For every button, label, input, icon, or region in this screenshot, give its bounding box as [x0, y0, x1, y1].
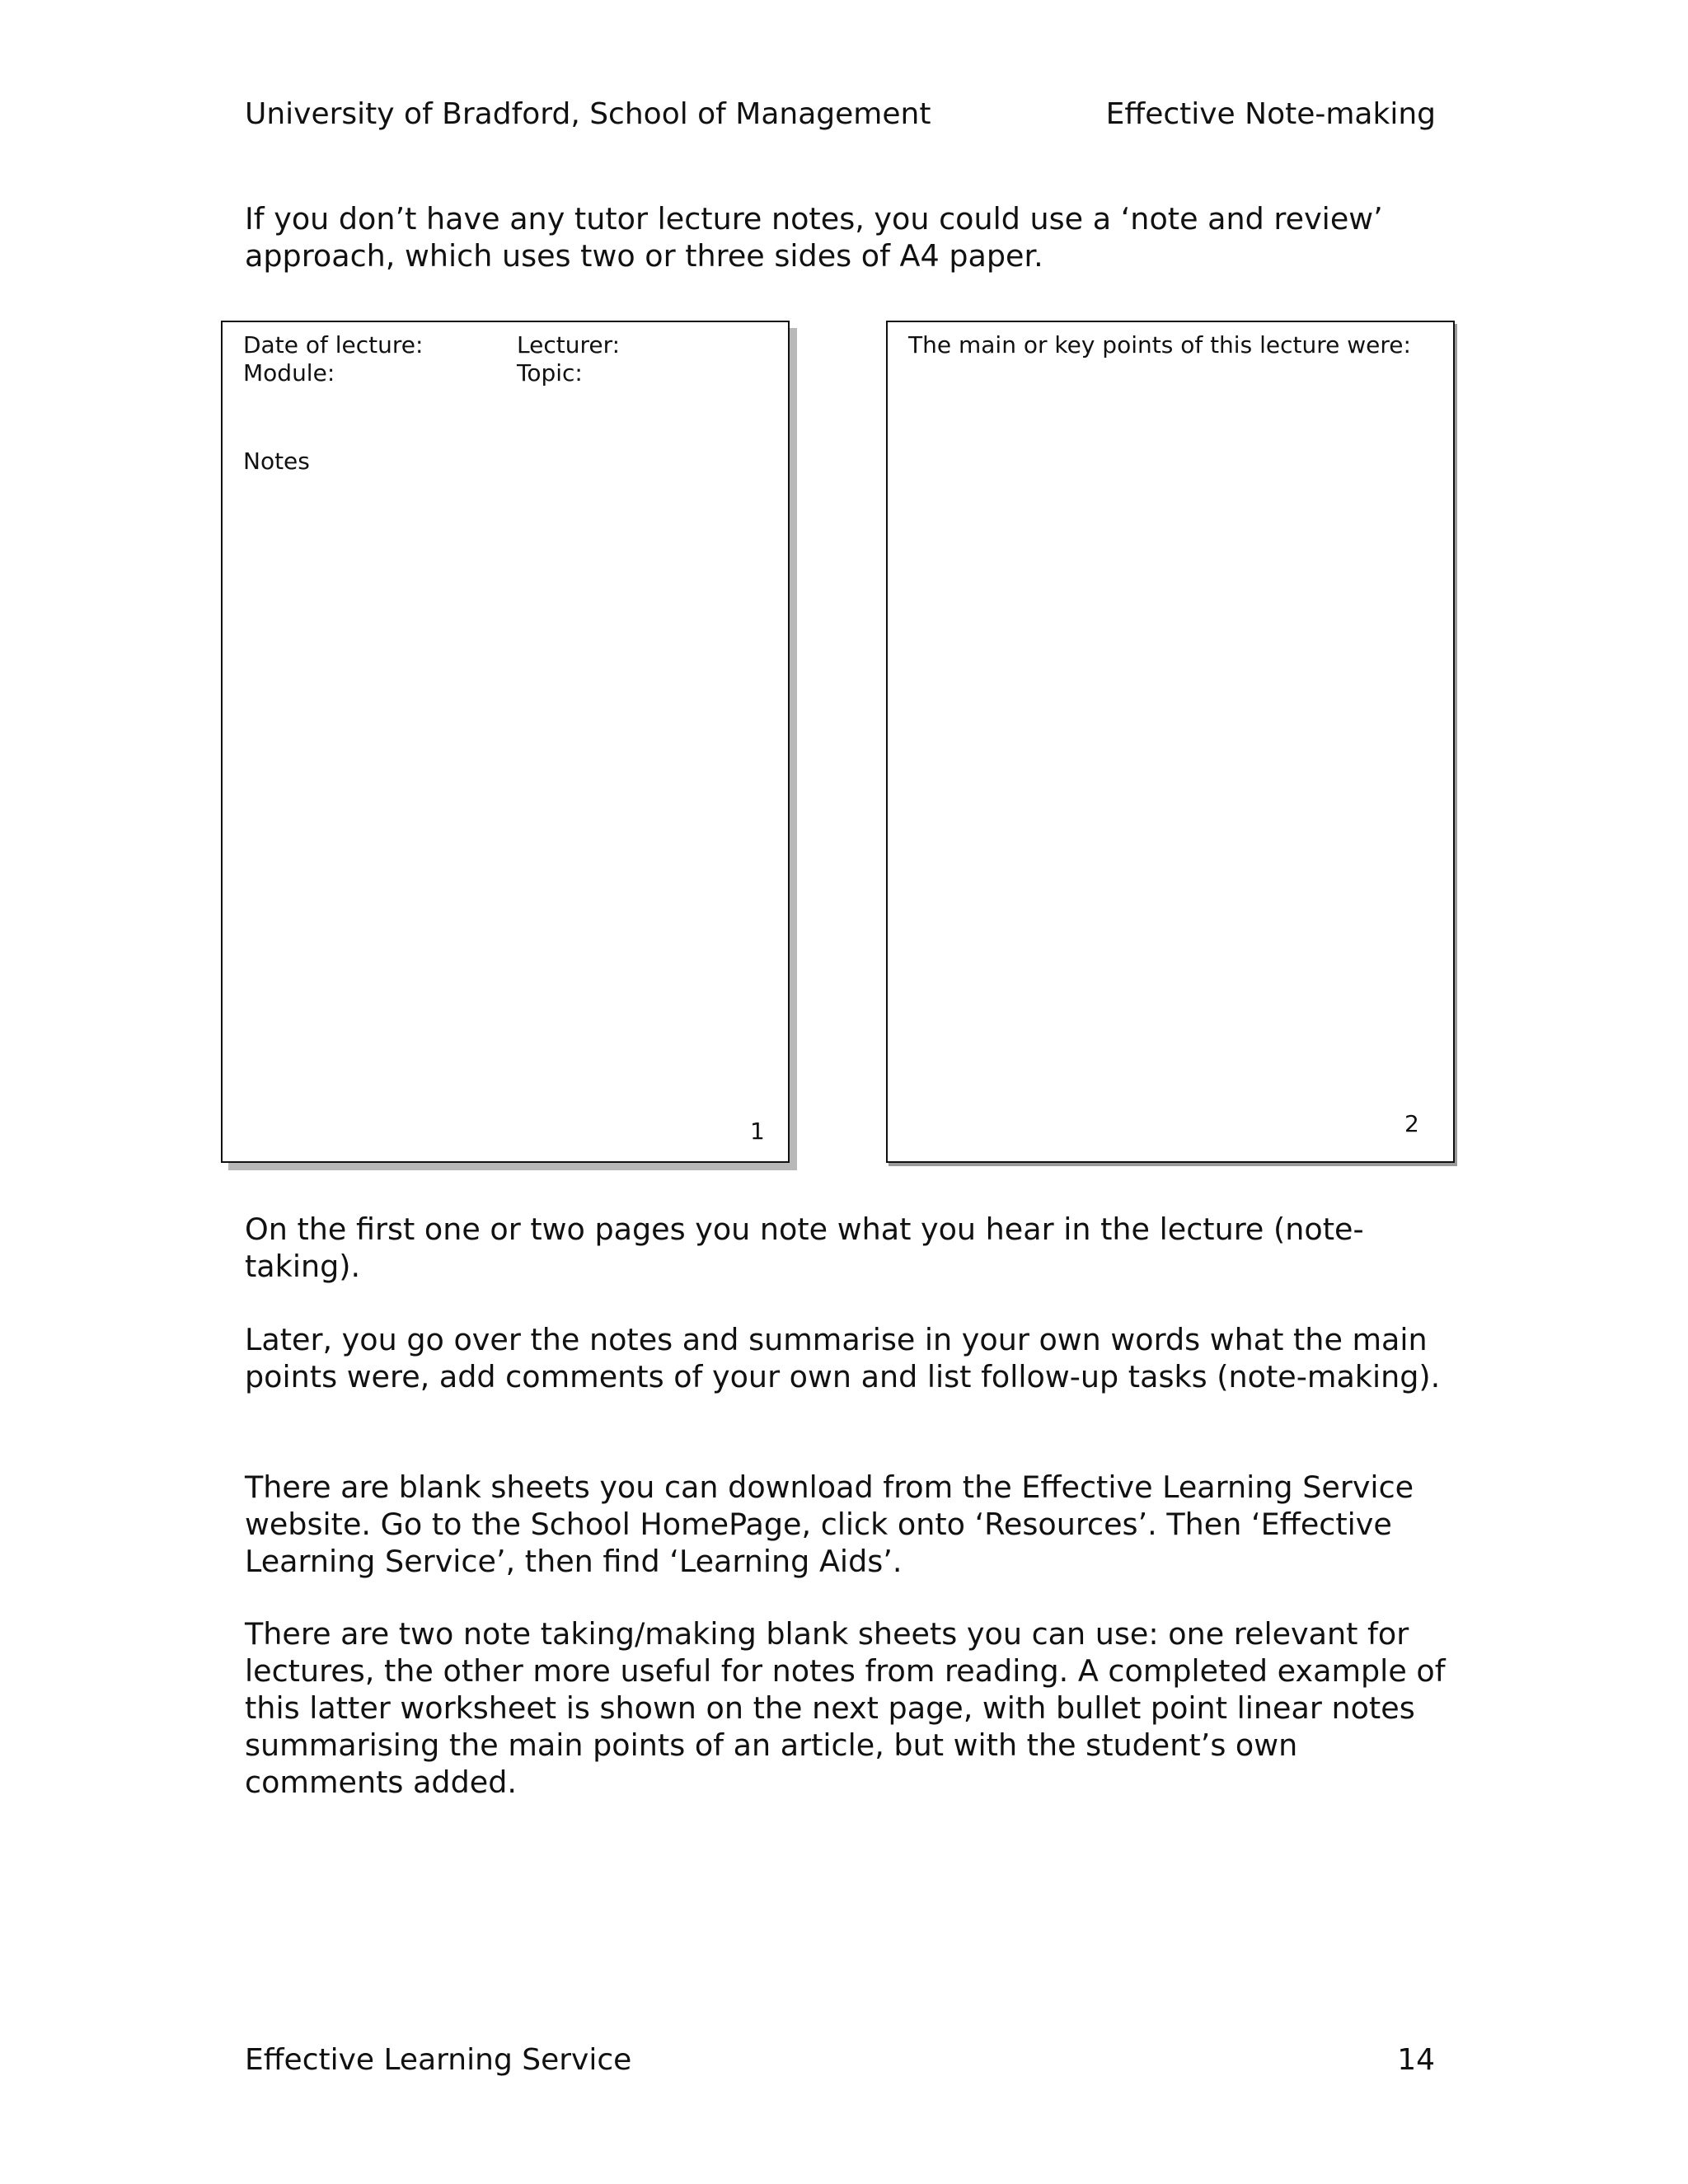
body-paragraph: There are two note taking/making blank sheets you can use: one relevant for lectures, the other more useful for notes from reading. A completed example of this latter worksheet is shown on the next page, with bullet point linear notes summarising the main points of an article, but with the student’s own comments added. — [245, 1616, 1446, 1800]
lecture-notes-sheet — [221, 321, 790, 1163]
lecturer-label: Lecturer: — [517, 331, 621, 359]
topic-label: Topic: — [517, 359, 583, 387]
intro-paragraph: If you don’t have any tutor lecture notes, you could use a ‘note and review’ approach, which uses two or three sides of A4 paper. — [245, 201, 1383, 274]
notes-label: Notes — [243, 448, 310, 475]
key-points-sheet — [886, 321, 1455, 1163]
date-of-lecture-label: Date of lecture: — [243, 331, 424, 359]
running-header-left: University of Bradford, School of Management — [245, 97, 931, 131]
module-label: Module: — [243, 359, 335, 387]
running-header-right: Effective Note-making — [1105, 97, 1436, 131]
body-paragraph: On the first one or two pages you note what you hear in the lecture (note-taking). — [245, 1212, 1364, 1284]
page-number: 14 — [1397, 2043, 1435, 2077]
running-footer-left: Effective Learning Service — [245, 2043, 632, 2077]
sheet-page-number: 1 — [750, 1118, 765, 1145]
sheet-page-number: 2 — [1404, 1110, 1419, 1137]
body-paragraph: There are blank sheets you can download from the Effective Learning Service website. Go to the School HomePage, click onto ‘Resources’. Then ‘Effective Learning Service’, then find ‘Learning Aids’. — [245, 1469, 1414, 1579]
body-paragraph: Later, you go over the notes and summarise in your own words what the main points were, add comments of your own and list follow-up tasks (note-making). — [245, 1322, 1441, 1394]
key-points-label: The main or key points of this lecture were: — [908, 331, 1411, 359]
